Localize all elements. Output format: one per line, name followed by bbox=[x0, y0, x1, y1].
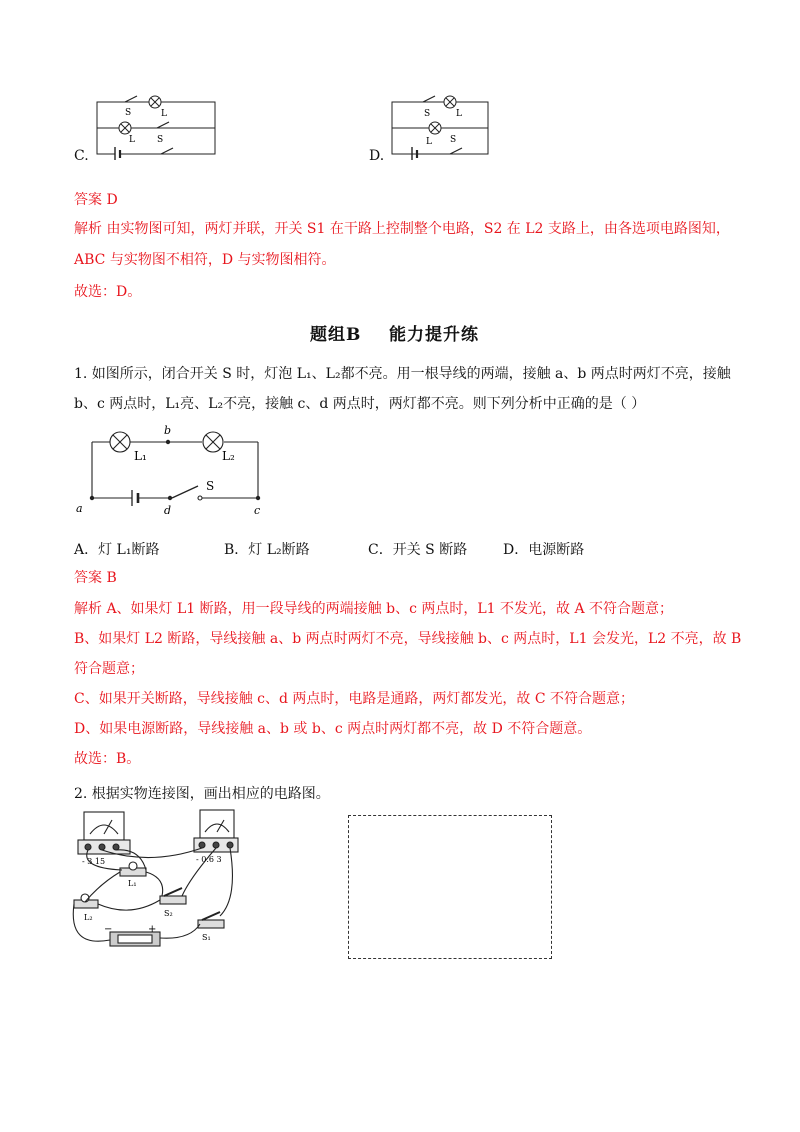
option-c-label: C. bbox=[74, 148, 89, 164]
q1-option-c: C．开关 S 断路 bbox=[368, 542, 468, 558]
d-label-l2: L bbox=[456, 109, 462, 119]
prev-choice: 故选：D。 bbox=[74, 284, 142, 300]
q1-circuit-diagram bbox=[72, 420, 272, 520]
q1-option-a: A．灯 L₁断路 bbox=[74, 542, 160, 558]
label-l2-physical: L₂ bbox=[84, 913, 93, 922]
label-s1-physical: S₁ bbox=[202, 933, 211, 942]
prev-analysis-line2: ABC 与实物图不相符，D 与实物图相符。 bbox=[74, 252, 336, 268]
c-label-l2: L bbox=[161, 109, 167, 119]
q2-physical-diagram bbox=[70, 808, 240, 956]
label-l1: L₁ bbox=[134, 449, 147, 463]
ammeter2-scale: - 0.6 3 bbox=[196, 855, 222, 864]
point-a: a bbox=[76, 502, 83, 515]
q1-text-line2: b、c 两点时，L₁亮、L₂不亮，接触 c、d 两点时，两灯都不亮。则下列分析中正确的是（ ） bbox=[74, 396, 646, 412]
option-d-label: D. bbox=[369, 148, 385, 164]
d-label-s2: S bbox=[424, 109, 431, 119]
q2-text: 2. 根据实物连接图，画出相应的电路图。 bbox=[74, 786, 330, 802]
ammeter1-scale: - 3 15 bbox=[82, 857, 106, 866]
c-label-s1: S bbox=[125, 108, 132, 118]
battery-plus: + bbox=[148, 924, 157, 935]
q1-option-d: D．电源断路 bbox=[503, 542, 585, 558]
q1-option-b: B．灯 L₂断路 bbox=[224, 542, 310, 558]
section-title: 题组B 能力提升练 bbox=[310, 325, 480, 345]
label-s: S bbox=[206, 479, 215, 493]
prev-answer: 答案 D bbox=[74, 192, 118, 208]
c-label-s2: S bbox=[157, 135, 164, 145]
label-l1-physical: L₁ bbox=[128, 879, 137, 888]
d-label-l1: L bbox=[426, 137, 432, 147]
point-d: d bbox=[164, 504, 172, 517]
answer-drawing-box[interactable] bbox=[348, 815, 552, 959]
q1-choice: 故选：B。 bbox=[74, 751, 141, 767]
q1-text-line1: 1. 如图所示，闭合开关 S 时，灯泡 L₁、L₂都不亮。用一根导线的两端，接触 a、b 两点时两灯不亮，接触 bbox=[74, 366, 731, 382]
q1-analysis-4: C、如果开关断路，导线接触 c、d 两点时，电路是通路，两灯都发光，故 C 不符合题意； bbox=[74, 691, 635, 707]
d-label-s1: S bbox=[450, 135, 457, 145]
q1-analysis-3: 符合题意； bbox=[74, 661, 144, 677]
q1-answer: 答案 B bbox=[74, 570, 117, 586]
label-s2-physical: S₂ bbox=[164, 909, 173, 918]
q1-analysis-2: B、如果灯 L2 断路，导线接触 a、b 两点时两灯不亮，导线接触 b、c 两点时，L1 会发光，L2 不亮，故 B bbox=[74, 631, 742, 647]
c-label-l1: L bbox=[129, 135, 135, 145]
label-l2: L₂ bbox=[222, 449, 235, 463]
option-c-diagram bbox=[95, 92, 220, 162]
q1-analysis-1: 解析 A、如果灯 L1 断路，用一段导线的两端接触 b、c 两点时，L1 不发光，故 A 不符合题意； bbox=[74, 601, 674, 617]
q1-analysis-5: D、如果电源断路，导线接触 a、b 或 b、c 两点时两灯都不亮，故 D 不符合题意。 bbox=[74, 721, 592, 737]
prev-analysis-line1: 解析 由实物图可知，两灯并联，开关 S1 在干路上控制整个电路，S2 在 L2 支路上，由各选项电路图知， bbox=[74, 221, 730, 237]
option-d-diagram bbox=[390, 92, 495, 162]
point-b: b bbox=[164, 424, 172, 437]
point-c: c bbox=[254, 504, 261, 517]
battery-minus: − bbox=[104, 924, 113, 935]
